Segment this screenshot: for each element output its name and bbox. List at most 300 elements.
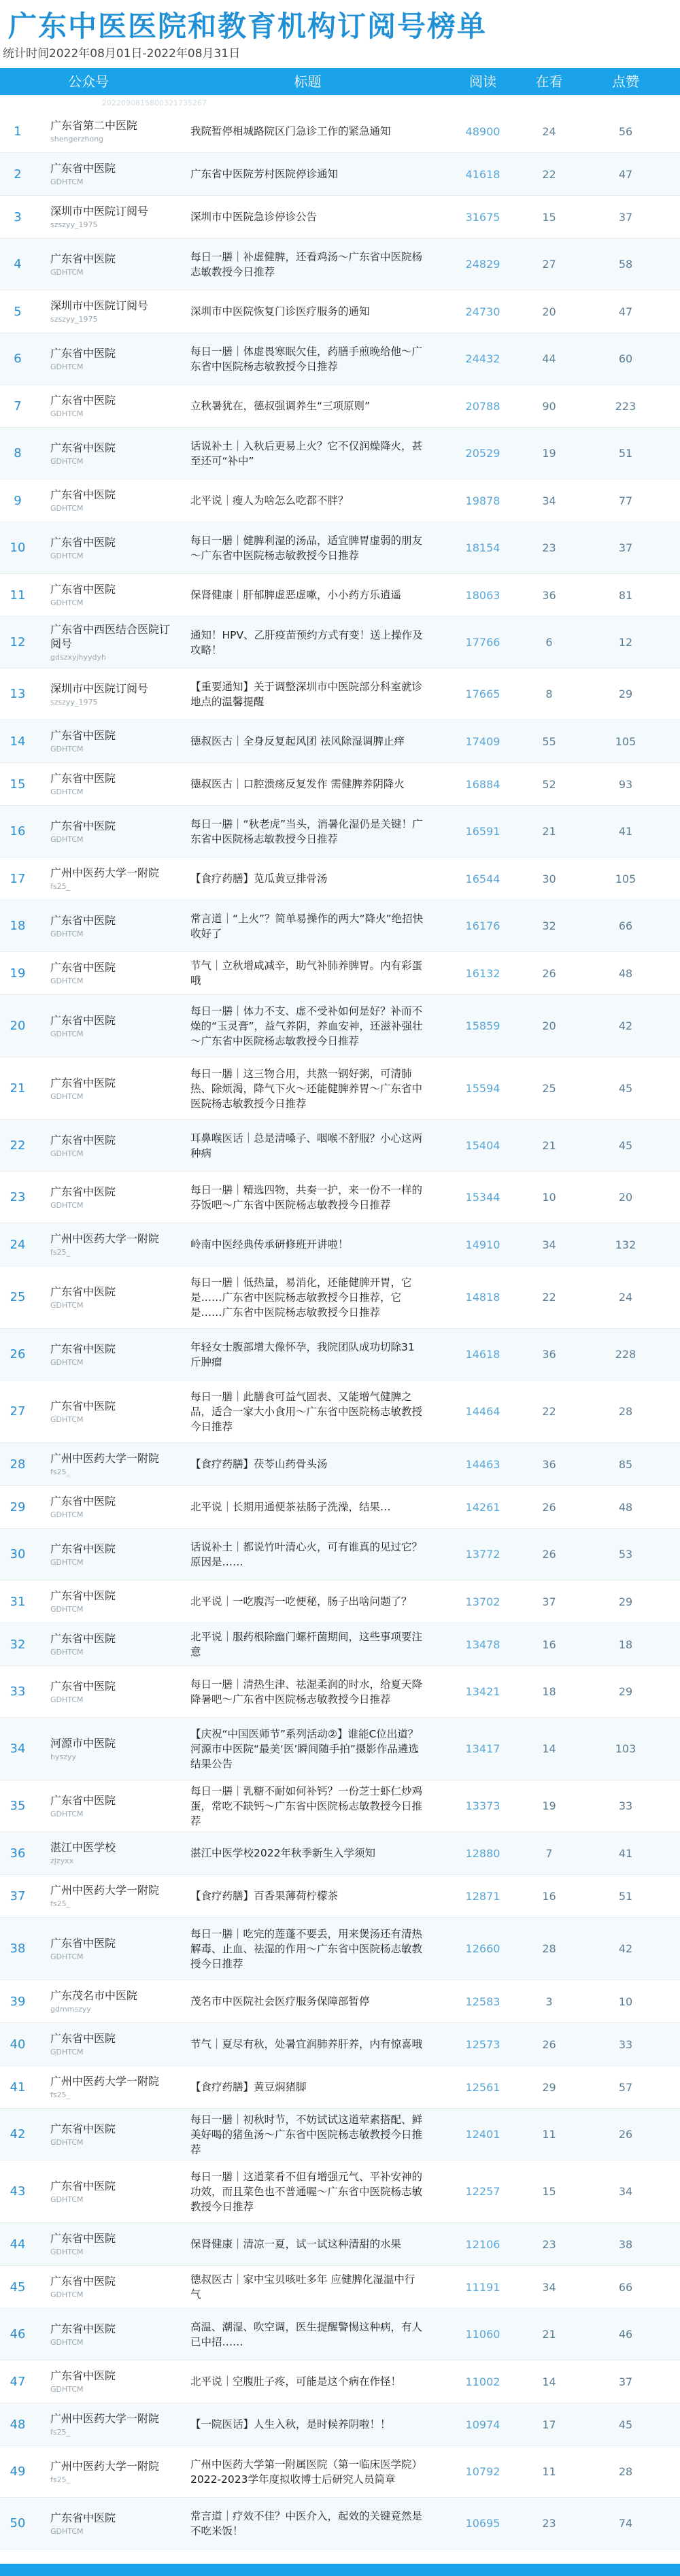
account-cell (50, 110, 173, 152)
like-count: 28 (618, 1405, 633, 1418)
watching-count: 27 (542, 258, 556, 271)
account-id: fs25_ (50, 1468, 71, 1476)
account-cell (50, 1172, 173, 1223)
table-row (0, 196, 680, 239)
read-count: 15344 (465, 1191, 500, 1204)
account-name: 广东省中西医结合医院订阅号 (50, 623, 171, 650)
read-count: 12401 (465, 2128, 500, 2141)
like-count: 105 (615, 734, 636, 748)
account-id: GDHTCM (50, 1200, 84, 1210)
read-count: 13373 (465, 1799, 500, 1812)
read-count: 15404 (465, 1139, 500, 1152)
like-count: 41 (618, 825, 633, 838)
article-title (190, 1666, 425, 1717)
like-count: 93 (618, 777, 633, 791)
account-name: 广州中医药大学一附院 (50, 866, 160, 879)
like-count: 223 (615, 399, 636, 413)
watching-count: 11 (542, 2128, 556, 2141)
account-cell (50, 1918, 173, 1980)
article-title-text[interactable]: 茂名市中医院社会医疗服务保障部暂停 (190, 1995, 370, 2007)
article-title (190, 1780, 425, 1831)
account-name: 广东茂名市中医院 (50, 1989, 138, 2002)
rank-number: 25 (10, 1290, 26, 1304)
article-title-text[interactable]: 话说补土｜都说竹叶清心火，可有谁真的见过它？原因是…… (190, 1540, 423, 1568)
table-row (0, 1266, 680, 1329)
account-id: GDHTCM (50, 1414, 84, 1424)
account-id: fs25_ (50, 1248, 71, 1257)
article-title (190, 2223, 425, 2265)
read-count: 13421 (465, 1685, 500, 1698)
read-count: 17409 (465, 734, 500, 748)
header-code: 2022090815800321735267 (102, 99, 207, 107)
article-title-text[interactable]: 每日一膳｜体力不支、虚不受补如何是好？补而不燥的“玉灵膏”，益气养阴，养血安神，还滋补强壮～广东省中医院杨志敏教授今日推荐 (190, 1004, 423, 1047)
like-count: 37 (618, 2375, 633, 2388)
account-cell (50, 1666, 173, 1717)
like-count: 20 (618, 1191, 633, 1204)
account-id: GDHTCM (50, 2048, 84, 2056)
read-count: 12660 (465, 1942, 500, 1955)
article-title-text[interactable]: 每日一膳｜这道菜肴不但有增强元气、平补安神的功效，而且菜色也不普通喔～广东省中医院杨志敏教授今日推荐 (190, 2170, 423, 2213)
watching-count: 19 (542, 1799, 556, 1812)
account-name: 广东省中医院 (50, 1495, 116, 1508)
account-name: 广东省中医院 (50, 2232, 116, 2245)
col-reads: 阅读 (469, 73, 496, 90)
article-title-text[interactable]: 北平说｜空腹肚子疼，可能是这个病在作怪！ (190, 2375, 402, 2388)
article-title (190, 1223, 425, 1266)
watching-count: 16 (542, 1889, 556, 1903)
rank-number: 42 (10, 2127, 26, 2141)
read-count: 41618 (465, 167, 500, 181)
article-title-text[interactable]: 每日一膳｜“秋老虎”当头，消暑化湿仍是关键！广东省中医院杨志敏教授今日推荐 (190, 817, 423, 845)
table-row (0, 1057, 680, 1120)
watching-count: 34 (542, 2280, 556, 2294)
account-name: 广东省中医院 (50, 2179, 116, 2192)
account-cell (50, 574, 173, 616)
rank-number: 28 (10, 1457, 26, 1472)
rank-number: 2 (14, 167, 22, 182)
watching-count: 14 (542, 1742, 556, 1755)
account-id: GDHTCM (50, 1605, 84, 1614)
like-count: 45 (618, 1082, 633, 1095)
rank-number: 36 (10, 1846, 26, 1861)
watching-count: 32 (542, 919, 556, 932)
rank-number: 15 (10, 777, 26, 792)
article-title (190, 2109, 425, 2160)
rank-number: 49 (10, 2464, 26, 2479)
account-id: szszyy_1975 (50, 315, 98, 324)
rank-number: 27 (10, 1404, 26, 1419)
article-title (190, 2498, 425, 2549)
watching-count: 26 (542, 1548, 556, 1561)
article-title (190, 1120, 425, 1171)
watching-count: 16 (542, 1638, 556, 1651)
article-title (190, 1057, 425, 1119)
account-cell (50, 196, 173, 238)
article-title-text[interactable]: 北平说｜瘦人为啥怎么吃都不胖？ (190, 494, 349, 507)
account-id: GDHTCM (50, 2194, 84, 2204)
like-count: 57 (618, 2080, 633, 2094)
table-header (0, 68, 680, 95)
account-id: GDHTCM (50, 1809, 84, 1818)
read-count: 17766 (465, 636, 500, 649)
article-title-text[interactable]: 每日一膳｜初秋时节，不妨试试这道荤素搭配、鲜美好喝的猪鱼汤～广东省中医院杨志敏教授今日推荐 (190, 2113, 423, 2156)
article-title-text[interactable]: 深圳市中医院恢复门诊医疗服务的通知 (190, 305, 370, 318)
read-count: 24432 (465, 352, 500, 365)
read-count: 14463 (465, 1457, 500, 1471)
rank-number: 34 (10, 1742, 26, 1756)
article-title-text[interactable]: 【食疗药膳】百香果薄荷柠檬茶 (190, 1890, 339, 1902)
account-cell (50, 1329, 173, 1380)
account-name: 广东省中医院 (50, 441, 116, 454)
watching-count: 15 (542, 2185, 556, 2198)
article-title-text[interactable]: 每日一膳｜体虚畏寒眠欠佳，药膳手煎晚给他～广东省中医院杨志敏教授今日推荐 (190, 345, 423, 373)
article-title (190, 2309, 425, 2360)
rank-number: 13 (10, 687, 26, 701)
read-count: 10695 (465, 2517, 500, 2530)
read-count: 12880 (465, 1846, 500, 1860)
read-count: 16884 (465, 777, 500, 791)
account-cell (50, 1486, 173, 1528)
account-name: 广东省中医院 (50, 1185, 116, 1198)
article-title-text[interactable]: 广东省中医院芳村医院停诊通知 (190, 168, 339, 180)
article-title-text[interactable]: 德叔医古｜家中宝贝咳吐多年 应健脾化湿温中行气 (190, 2273, 415, 2301)
article-title-text[interactable]: 湛江中医学校2022年秋季新生入学须知 (190, 1847, 375, 1859)
read-count: 10792 (465, 2465, 500, 2478)
table-row (0, 806, 680, 858)
article-title (190, 385, 425, 427)
article-title-text[interactable]: 德叔医古｜口腔溃疡反复发作 需健脾养阴降火 (190, 778, 405, 790)
account-name: 广东省中医院 (50, 1076, 116, 1089)
article-title-text[interactable]: 高温、潮湿、吹空调，医生提醒警惕这种病，有人已中招…… (190, 2320, 423, 2348)
read-count: 16176 (465, 919, 500, 932)
rank-number: 1 (14, 124, 22, 139)
like-count: 41 (618, 1846, 633, 1860)
footer-bar (0, 2564, 680, 2576)
like-count: 74 (618, 2517, 633, 2530)
watching-count: 22 (542, 167, 556, 181)
account-cell (50, 720, 173, 762)
account-id: GDHTCM (50, 1149, 84, 1158)
account-name: 广东省中医院 (50, 1399, 116, 1412)
table-row (0, 952, 680, 995)
article-title-text[interactable]: 北平说｜服药根除幽门螺杆菌期间，这些事项要注意 (190, 1631, 423, 1658)
article-title (190, 720, 425, 762)
article-title-text[interactable]: 常言道｜疗效不佳？中医介入，起效的关键竟然是不吃米饭！ (190, 2509, 423, 2537)
watching-count: 30 (542, 872, 556, 885)
watching-count: 8 (545, 688, 553, 700)
account-id: GDHTCM (50, 1648, 84, 1657)
rank-number: 18 (10, 919, 26, 933)
account-cell (50, 1832, 173, 1874)
account-name: 广东省中医院 (50, 1285, 116, 1298)
account-cell (50, 290, 173, 333)
account-cell (50, 2109, 173, 2160)
account-cell (50, 522, 173, 573)
rank-number: 44 (10, 2237, 26, 2252)
account-id: GDHTCM (50, 456, 84, 466)
like-count: 47 (618, 305, 633, 318)
account-cell (50, 952, 173, 994)
article-title (190, 1380, 425, 1442)
watching-count: 21 (542, 2328, 556, 2341)
read-count: 12573 (465, 2037, 500, 2051)
table-row (0, 763, 680, 806)
article-title (190, 428, 425, 479)
table-row (0, 574, 680, 617)
table-row (0, 1780, 680, 1832)
article-title-text[interactable]: 节气｜夏尽有秋，处暑宜润肺养肝养，内有惊喜哦 (190, 2038, 423, 2050)
rank-number: 4 (14, 257, 22, 271)
read-count: 14818 (465, 1291, 500, 1304)
rank-number: 5 (14, 304, 22, 319)
table-row (0, 2023, 680, 2066)
table-row (0, 1580, 680, 1623)
table-row (0, 1666, 680, 1718)
article-title (190, 1443, 425, 1485)
watching-count: 36 (542, 1457, 556, 1471)
watching-count: 26 (542, 2037, 556, 2051)
table-row (0, 2309, 680, 2360)
watching-count: 26 (542, 966, 556, 980)
article-title-text[interactable]: 【庆祝“中国医师节”系列活动②】谁能C位出道？河源市中医院“最美‘医’瞬间随手拍”摄影作品遴选结果公告 (190, 1727, 419, 1770)
rank-number: 47 (10, 2374, 26, 2389)
account-name: 广东省中医院 (50, 2369, 116, 2382)
article-title (190, 574, 425, 616)
account-name: 广东省第二中医院 (50, 119, 138, 132)
read-count: 13478 (465, 1638, 500, 1651)
article-title (190, 1266, 425, 1328)
account-name: 广东省中医院 (50, 394, 116, 407)
account-id: GDHTCM (50, 1300, 84, 1310)
account-name: 广东省中医院 (50, 1589, 116, 1602)
table-row (0, 1443, 680, 1486)
watching-count: 26 (542, 1500, 556, 1514)
article-title-text[interactable]: 每日一膳｜乳糖不耐如何补钙？一份芝士虾仁炒鸡蛋，常吃不缺钙～广东省中医院杨志敏教授今日推荐 (190, 1784, 423, 1827)
watching-count: 44 (542, 352, 556, 365)
read-count: 19878 (465, 494, 500, 507)
account-cell (50, 1266, 173, 1328)
account-cell (50, 428, 173, 479)
article-title-text[interactable]: 德叔医古｜全身反复起风团 祛风除湿调脾止痒 (190, 735, 405, 747)
article-title-text[interactable]: 常言道｜“上火”？简单易操作的两大“降火”绝招快收好了 (190, 912, 424, 940)
article-title-text[interactable]: 每日一膳｜清热生津、祛湿柔润的时水，给夏天降降暑吧～广东省中医院杨志敏教授今日推荐 (190, 1678, 423, 1706)
account-name: 广东省中医院 (50, 1679, 116, 1693)
account-cell (50, 2498, 173, 2549)
table-row (0, 2109, 680, 2160)
read-count: 11191 (465, 2280, 500, 2294)
like-count: 10 (618, 1995, 633, 2008)
watching-count: 34 (542, 1238, 556, 1251)
account-name: 广东省中医院 (50, 1632, 116, 1645)
article-title (190, 763, 425, 805)
article-title-text[interactable]: 每日一膳｜此膳食可益气固表、又能增气健脾之品，适合一家大小食用～广东省中医院杨志敏教授今日推荐 (190, 1390, 423, 1433)
account-name: 湛江中医学校 (50, 1841, 116, 1854)
article-title-text[interactable]: 【一院医话】人生入秋，是时候养阴啦！！ (190, 2418, 391, 2430)
article-title-text[interactable]: 深圳市中医院急诊停诊公告 (190, 211, 318, 223)
article-title-text[interactable]: 【食疗药膳】黄豆焖猪脚 (190, 2081, 307, 2093)
article-title (190, 1623, 425, 1665)
rank-number: 6 (14, 352, 22, 366)
article-title-text[interactable]: 通知！HPV、乙肝疫苗预约方式有变！送上操作及攻略！ (190, 628, 423, 656)
article-title (190, 2160, 425, 2222)
watching-count: 10 (542, 1191, 556, 1204)
account-id: GDHTCM (50, 409, 84, 418)
article-title (190, 2403, 425, 2445)
like-count: 37 (618, 210, 633, 224)
like-count: 33 (618, 1799, 633, 1812)
read-count: 31675 (465, 210, 500, 224)
article-title-text[interactable]: 每日一膳｜吃完的莲蓬不要丢，用来煲汤还有清热解毒、止血、祛湿的作用～广东省中医院杨志敏教授今日推荐 (190, 1927, 423, 1970)
account-id: hyszyy (50, 1752, 77, 1761)
article-title-text[interactable]: 节气｜立秋增咸减辛，助气补肺养脾胃。内有彩蛋哦 (190, 960, 423, 987)
like-count: 51 (618, 447, 633, 460)
account-name: 广东省中医院 (50, 729, 116, 742)
article-title-text[interactable]: 年轻女士腹部增大像怀孕，我院团队成功切除31斤肿瘤 (190, 1340, 415, 1368)
article-title (190, 333, 425, 384)
account-id: fs25_ (50, 1899, 71, 1908)
table-row (0, 479, 680, 522)
account-name: 广东省中医院 (50, 961, 116, 974)
watching-count: 7 (545, 1846, 553, 1860)
read-count: 16544 (465, 872, 500, 885)
article-title-text[interactable]: 每日一膳｜精选四物，共奏一护，来一份不一样的芬饭吧～广东省中医院杨志敏教授今日推荐 (190, 1183, 423, 1211)
watching-count: 90 (542, 399, 556, 413)
account-cell (50, 858, 173, 900)
col-account: 公众号 (68, 73, 109, 90)
account-cell (50, 1718, 173, 1780)
article-title-text[interactable]: 每日一膳｜这三物合用，共熬一钢好粥，可清肺热、除烦渴，降气下火～还能健脾养胃～广东省中医院杨志敏教授今日推荐 (190, 1067, 423, 1110)
read-count: 11002 (465, 2375, 500, 2388)
account-id: fs25_ (50, 2090, 71, 2099)
watching-count: 25 (542, 1082, 556, 1095)
account-id: GDHTCM (50, 977, 84, 985)
account-cell (50, 995, 173, 1057)
article-title (190, 806, 425, 857)
article-title-text[interactable]: 【食疗药膳】茯苓山药骨头汤 (190, 1458, 328, 1470)
table-row (0, 1380, 680, 1443)
read-count: 14618 (465, 1348, 500, 1361)
article-title (190, 2023, 425, 2065)
article-title (190, 995, 425, 1057)
article-title-text[interactable]: 保肾健康｜清凉一夏，试一试这种清甜的水果 (190, 2238, 402, 2250)
read-count: 12871 (465, 1889, 500, 1903)
rank-number: 50 (10, 2516, 26, 2530)
read-count: 20529 (465, 447, 500, 460)
table-row (0, 1486, 680, 1529)
like-count: 66 (618, 919, 633, 932)
article-title-text[interactable]: 每日一膳｜低热量，易消化，还能健脾开胃，它是……广东省中医院杨志敏教授今日推荐，它是……广东省中医院杨志敏教授今日推荐 (190, 1276, 412, 1319)
read-count: 11060 (465, 2328, 500, 2341)
watching-count: 36 (542, 1348, 556, 1361)
table-subheader (0, 95, 680, 110)
rank-number: 7 (14, 399, 22, 413)
article-title-text[interactable]: 我院暂停相城路院区门急诊工作的紧急通知 (190, 125, 391, 137)
watching-count: 15 (542, 210, 556, 224)
watching-count: 14 (542, 2375, 556, 2388)
read-count: 10974 (465, 2418, 500, 2431)
like-count: 53 (618, 1548, 633, 1561)
rank-number: 24 (10, 1237, 26, 1252)
article-title-text[interactable]: 每日一膳｜补虚健脾，还看鸡汤～广东省中医院杨志敏教授今日推荐 (190, 250, 423, 278)
article-title-text[interactable]: 岭南中医经典传承研修班开讲啦！ (190, 1238, 349, 1251)
rank-number: 17 (10, 871, 26, 886)
page-header (0, 0, 680, 68)
watching-count: 55 (542, 734, 556, 748)
account-name: 广东省中医院 (50, 162, 116, 175)
article-title-text[interactable]: 【食疗药膳】苋瓜黄豆排骨汤 (190, 872, 328, 885)
account-id: GDHTCM (50, 1557, 84, 1567)
rank-number: 3 (14, 209, 22, 224)
account-id: gdmmszyy (50, 2005, 91, 2014)
account-id: GDHTCM (50, 1091, 84, 1101)
account-cell (50, 479, 173, 522)
article-title-text[interactable]: 保肾健康｜肝郁脾虚恶虚嗽，小小药方乐逍遥 (190, 589, 402, 601)
read-count: 12561 (465, 2080, 500, 2094)
account-id: GDHTCM (50, 2248, 84, 2256)
table-row (0, 1918, 680, 1980)
article-title-text[interactable]: 耳鼻喉医话｜总是清嗓子、咽喉不舒服？小心这两种病 (190, 1132, 423, 1159)
watching-count: 19 (542, 447, 556, 460)
article-title-text[interactable]: 北平说｜一吃腹泻一吃便秘，肠子出啥问题了？ (190, 1595, 412, 1608)
article-title (190, 239, 425, 290)
article-title (190, 1918, 425, 1980)
rank-number: 45 (10, 2280, 26, 2294)
article-title-text[interactable]: 【重要通知】关于调整深圳市中医院部分科室就诊地点的温馨提醒 (190, 680, 423, 708)
rank-number: 38 (10, 1942, 26, 1956)
read-count: 48900 (465, 124, 500, 138)
watching-count: 20 (542, 305, 556, 318)
table-row (0, 995, 680, 1057)
account-id: GDHTCM (50, 177, 84, 186)
article-title-text[interactable]: 北平说｜长期用通便茶祛肠子洗澡，结果… (190, 1501, 391, 1513)
account-name: 广东省中医院 (50, 1133, 116, 1147)
article-title-text[interactable]: 立秋暑犹在，德叔强调养生“三项原则” (190, 400, 371, 412)
rank-number: 19 (10, 966, 26, 981)
article-title-text[interactable]: 每日一膳｜健脾利湿的汤品，适宜脾胃虚弱的朋友～广东省中医院杨志敏教授今日推荐 (190, 534, 423, 562)
table-row (0, 1172, 680, 1223)
like-count: 29 (618, 688, 633, 700)
like-count: 26 (618, 2128, 633, 2141)
watching-count: 18 (542, 1685, 556, 1698)
account-id: GDHTCM (50, 504, 84, 513)
account-id: GDHTCM (50, 598, 84, 607)
like-count: 48 (618, 966, 633, 980)
article-title (190, 1875, 425, 1917)
like-count: 81 (618, 588, 633, 602)
rank-number: 40 (10, 2037, 26, 2052)
article-title-text[interactable]: 话说补土｜入秋后更易上火？它不仅润燥降火，甚至还可“补中” (190, 439, 423, 467)
article-title (190, 196, 425, 238)
table-row (0, 2446, 680, 2498)
like-count: 29 (618, 1685, 633, 1698)
account-id: GDHTCM (50, 1695, 84, 1704)
rank-number: 16 (10, 824, 26, 838)
account-name: 广州中医药大学一附院 (50, 1232, 160, 1245)
article-title-text[interactable]: 广州中医药大学第一附属医院（第一临床医学院）2022-2023学年度拟收博士后研究人员简章 (190, 2458, 423, 2486)
table-row (0, 2223, 680, 2266)
rank-number: 33 (10, 1684, 26, 1699)
like-count: 56 (618, 124, 633, 138)
like-count: 46 (618, 2328, 633, 2341)
article-title (190, 900, 425, 951)
rank-number: 30 (10, 1547, 26, 1561)
article-title (190, 952, 425, 994)
table-row (0, 239, 680, 290)
table-row (0, 2403, 680, 2446)
rank-number: 46 (10, 2327, 26, 2341)
read-count: 13772 (465, 1548, 500, 1561)
account-cell (50, 763, 173, 805)
